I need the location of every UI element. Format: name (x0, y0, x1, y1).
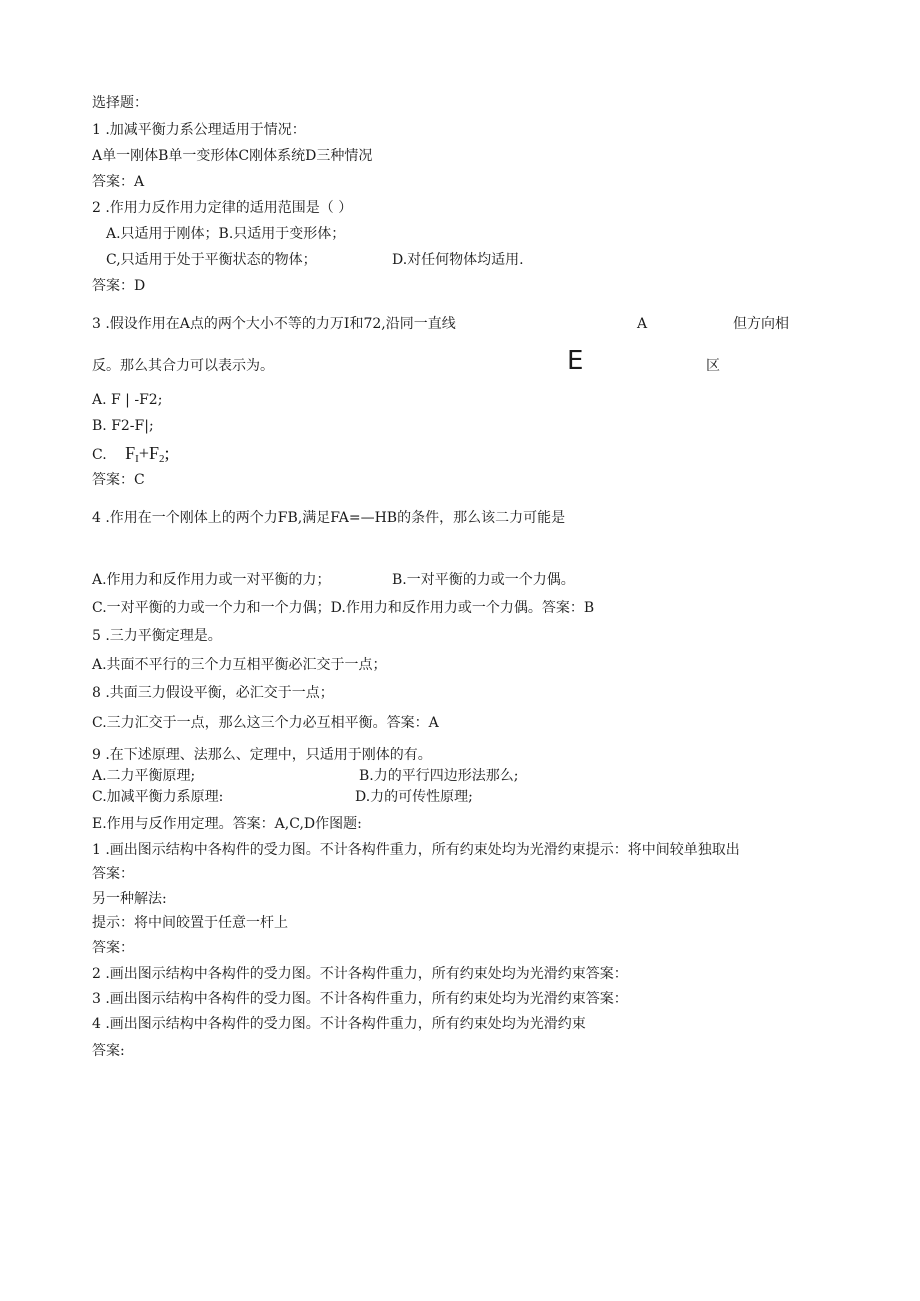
q3-option-c (92, 444, 170, 468)
drawing-problem-4: 4 .画出图示结构中各构件的受力图。不计各构件重力，所有约束处均为光滑约束 (92, 1016, 586, 1032)
q3-option-c-sub1: I (135, 453, 139, 465)
q3-stem: 3 .假设作用在A点的两个大小不等的力万I和72,沿同一直线 (92, 316, 456, 332)
q3-option-c-end: ; (164, 443, 170, 463)
drawing-answer-2: 答案： (92, 940, 134, 956)
q5-option-a: A.共面不平行的三个力互相平衡必汇交于一点； (92, 657, 387, 673)
q1-answer: 答案：A (92, 174, 145, 190)
drawing-problem-1: 1 .画出图示结构中各构件的受力图。不计各构件重力，所有约束处均为光滑约束提示：将中间较单独取出 (92, 842, 740, 858)
drawing-problem-3: 3 .画出图示结构中各构件的受力图。不计各构件重力，所有约束处均为光滑约束答案： (92, 991, 628, 1007)
drawing-hint: 提示：将中间皎置于任意一杆上 (92, 915, 288, 931)
q1-stem: 1 .加减平衡力系公理适用于情况： (92, 122, 306, 138)
q9-option-b: B.力的平行四边形法那么; (359, 768, 519, 784)
q9-stem: 9 .在下述原理、法那么、定理中，只适用于刚体的有。 (92, 747, 432, 763)
q3-option-c-label: C. (92, 447, 107, 463)
q1-options: A单一刚体B单一变形体C刚体系统D三种情况 (92, 148, 373, 164)
q9-option-a: A.二力平衡原理; (92, 768, 196, 784)
drawing-alt-solution: 另一种解法: (92, 891, 167, 907)
q3-figure-mark: 区 (706, 358, 720, 374)
q4-options-cd: C.一对平衡的力或一个力和一个力偶；D.作用力和反作用力或一个力偶。答案：B (92, 600, 595, 616)
q4-option-a: A.作用力和反作用力或一对平衡的力； (92, 572, 331, 588)
q3-option-b: B. F2-F|; (92, 418, 154, 434)
drawing-problem-4-answer: 答案: (92, 1043, 125, 1059)
q3-option-a: A. F | -F2; (92, 392, 163, 408)
q3-figure-letter-e: E (567, 346, 584, 376)
q2-option-c: C,只适用于处于平衡状态的物体； (106, 252, 317, 268)
q3-option-c-f1: F (125, 443, 136, 463)
q3-option-c-sub2: 2 (158, 453, 165, 465)
q3-option-c-plus: +F (138, 443, 159, 463)
q2-options-ab: A.只适用于刚体；B.只适用于变形体； (106, 226, 346, 242)
q9-option-d: D.力的可传性原理; (355, 789, 473, 805)
q2-option-d: D.对任何物体均适用. (392, 252, 524, 268)
q5-option-8: 8 .共面三力假设平衡，必汇交于一点； (92, 685, 334, 701)
drawing-problem-2: 2 .画出图示结构中各构件的受力图。不计各构件重力，所有约束处均为光滑约束答案： (92, 966, 628, 982)
q4-option-b: B.一对平衡的力或一个力偶。 (392, 572, 575, 588)
q3-option-c-formula (125, 443, 169, 463)
q2-answer: 答案：D (92, 278, 146, 294)
q9-option-e: E.作用与反作用定理。答案：A,C,D作图题: (92, 816, 362, 832)
q9-option-c: C.加减平衡力系原理: (92, 789, 224, 805)
section-heading-choice: 选择题： (92, 95, 148, 111)
q5-stem: 5 .三力平衡定理是。 (92, 628, 222, 644)
q3-stem-line2: 反。那么其合力可以表示为。 (92, 358, 274, 374)
q3-stem-tail: 但方向相 (733, 316, 789, 332)
drawing-problem-1-answer: 答案： (92, 866, 134, 882)
q4-stem: 4 .作用在一个刚体上的两个力FB,满足FA=—HB的条件，那么该二力可能是 (92, 510, 566, 526)
q2-stem: 2 .作用力反作用力定律的适用范围是（ ） (92, 200, 353, 216)
q5-option-c: C.三力汇交于一点，那么这三个力必互相平衡。答案：A (92, 715, 439, 731)
q3-stem-a: A (637, 316, 648, 332)
q3-answer: 答案：C (92, 472, 145, 488)
